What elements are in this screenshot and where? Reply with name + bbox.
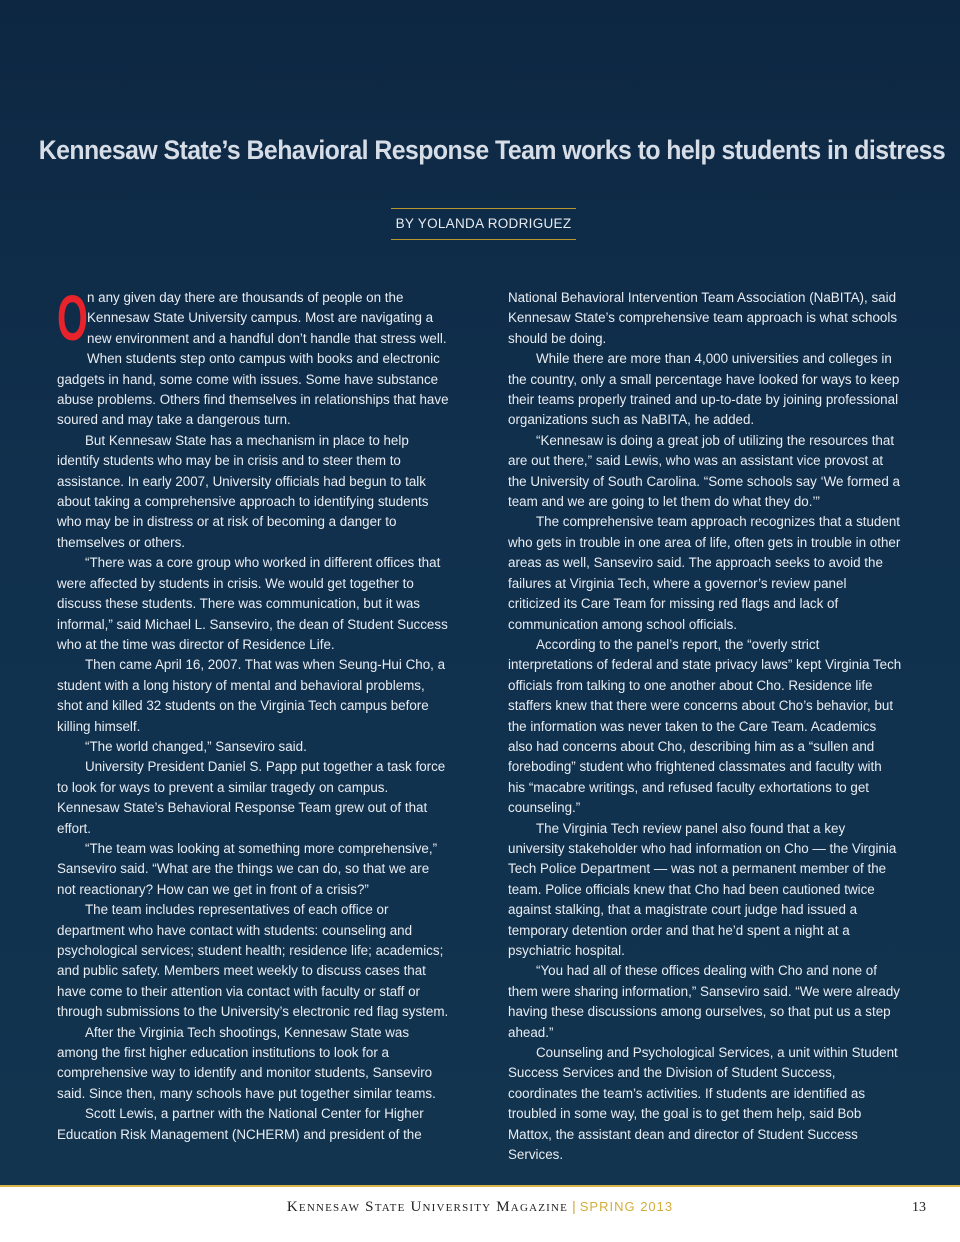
paragraph: While there are more than 4,000 universities and colleges in the country, only a small percentage have looked for ways to keep their teams properly trained and up-to-date by joining professional organizations such as NaBITA, he added. [508, 351, 900, 428]
drop-cap: O [57, 282, 88, 354]
paragraph: After the Virginia Tech shootings, Kennesaw State was among the first higher education institutions to look for a comprehensive way to identify and monitor students, Sanseviro said. Since then, many schools have put together similar teams. [57, 1024, 436, 1101]
footer-rule [0, 1185, 960, 1187]
paragraph: University President Daniel S. Papp put together a task force to look for ways to prevent a similar tragedy on campus. Kennesaw State’s Behavioral Response Team grew out of that effort. [57, 759, 446, 836]
paragraph: The comprehensive team approach recognizes that a student who gets in trouble in one area of life, often gets in trouble in other areas as well, Sanseviro said. The approach seeks to avoid the failures at Virginia Tech, where a governor’s review panel criticized its Care Team for missing red flags and lack of communication among school officials. [508, 514, 901, 632]
page-number: 13 [912, 1200, 926, 1215]
paragraph: “You had all of these offices dealing with Cho and none of them were sharing information,” Sanseviro said. “We were already having these discussions among ourselves, so that put us a step ahead.” [508, 963, 900, 1040]
footer [0, 1198, 960, 1216]
paragraph: The Virginia Tech review panel also found that a key university stakeholder who had information on Cho — the Virginia Tech Police Department — was not a permanent member of the team. Police officials knew that Cho had been cautioned twice against stalking, that a magistrate court judge had issued a temporary detention order and that he’d spent a night at a psychiatric hospital. [508, 820, 897, 958]
issue-label: SPRING 2013 [579, 1199, 674, 1214]
paragraph: National Behavioral Intervention Team Association (NaBITA), said Kennesaw State’s comprehensive team approach is what schools should be doing. [508, 290, 898, 346]
paragraph [57, 282, 449, 431]
paragraph: “There was a core group who worked in different offices that were affected by students in crisis. We would get together to discuss these students. There was communication, but it was informal,” said Michael L. Sanseviro, the dean of Student Success who at the time was director of Residence Life. [57, 555, 448, 652]
paragraph: Then came April 16, 2007. That was when Seung-Hui Cho, a student with a long history of mental and behavioral problems, shot and killed 32 students on the Virginia Tech campus before killing himself. [57, 657, 446, 734]
paragraph: According to the panel’s report, the “overly strict interpretations of federal and state privacy laws” kept Virginia Tech officials from talking to one another about Cho. Residence life staffers knew that there were concerns about Cho’s behavior, but the information was never taken to the Care Team. Academics also had concerns about Cho, describing him as a “sullen and foreboding” student who frightened classmates and faculty with his “macabre writings, and refused faculty exhortations to get counseling.” [508, 636, 902, 816]
byline: BY YOLANDA RODRIGUEZ [391, 208, 576, 240]
footer-separator: | [572, 1198, 576, 1214]
paragraph: “The team was looking at something more comprehensive,” Sanseviro said. “What are the things we can do, so that we are not reactionary? How can we get in front of a crisis?” [57, 840, 438, 897]
left-column [57, 282, 449, 1145]
magazine-name: Kennesaw State University Magazine [286, 1199, 569, 1215]
paragraph-text: n any given day there are thousands of people on the Kennesaw State University campus. Most are navigating a new environment and a handful don’t handle that stress well. When students step onto campus with books and electronic gadgets in hand, some come with issues. Some have substance abuse problems. Others find themselves in relationships that have soured and may take a dangerous turn. [57, 290, 449, 428]
right-column [508, 288, 902, 1165]
paragraph: But Kennesaw State has a mechanism in place to help identify students who may be in crisis and to steer them to assistance. In early 2007, University officials had begun to talk about taking a comprehensive approach to identifying students who may be in distress or at risk of becoming a danger to themselves or others. [57, 432, 429, 550]
paragraph: Scott Lewis, a partner with the National Center for Higher Education Risk Management (NCHERM) and president of the [57, 1106, 424, 1142]
paragraph: Counseling and Psychological Services, a unit within Student Success Services and the Division of Student Success, coordinates the team’s activities. If students are identified as troubled in some way, the goal is to get them help, said Bob Mattox, the assistant dean and director of Student Success Services. [508, 1045, 898, 1163]
paragraph: The team includes representatives of each office or department who have contact with students: counseling and psychological services; student health; residence life; academics; and public safety. Members meet weekly to discuss cases that have come to their attention via contact with faculty or staff or through submissions to the University’s electronic red flag system. [57, 902, 449, 1020]
paragraph: “Kennesaw is doing a great job of utilizing the resources that are out there,” said Lewis, who was an assistant vice provost at the University of South Carolina. “Some schools say ‘We formed a team and we are going to let them do what they do.’” [508, 432, 900, 510]
article-headline: Kennesaw State’s Behavioral Response Team works to help students in distress [38, 135, 946, 165]
paragraph: “The world changed,” Sanseviro said. [85, 738, 307, 754]
